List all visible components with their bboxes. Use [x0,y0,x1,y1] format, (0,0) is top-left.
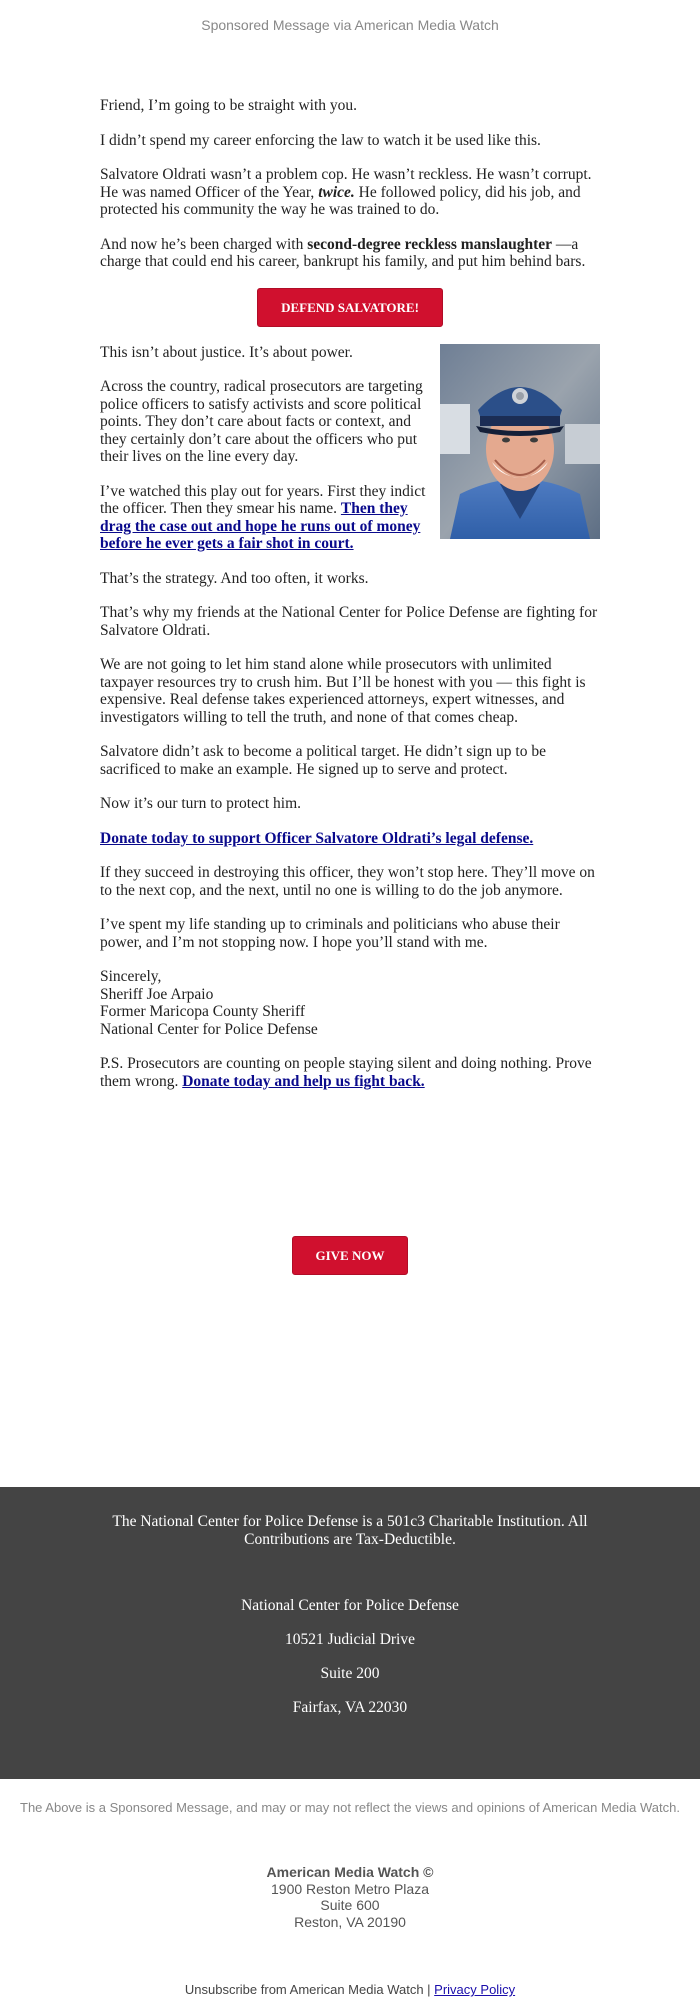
paragraph: Salvatore didn’t ask to become a political target. He didn’t sign up to be sacrificed to make an example. He signed up to serve and protect. [100,743,546,778]
amw-name: American Media Watch © [266,1864,434,1880]
paragraph: Now it’s our turn to protect him. [100,795,302,812]
paragraph: I’ve spent my life standing up to criminals and politicians who abuse their power, and I’m not stopping now. I hope you’ll stand with me. [100,916,560,951]
give-now-button[interactable]: GIVE NOW [292,1236,408,1275]
paragraph: Across the country, radical prosecutors are targeting police officers to satisfy activists and score political points. They don’t care about facts or context, and they certainly don’t care about the officers who put their lives on the line every day. [100,378,423,465]
sponsor-disclaimer: The Above is a Sponsored Message, and may or may not reflect the views and opinions of American Media Watch. [20,1800,680,1815]
org-city: Fairfax, VA 22030 [292,1699,408,1716]
amw-address [0,1864,700,1930]
officer-photo [440,344,600,539]
signer-org: National Center for Police Defense [100,1020,318,1038]
privacy-policy-link[interactable]: Privacy Policy [434,1982,516,1997]
paragraph: And now he’s been charged with second-degree reckless manslaughter —a charge that could end his career, bankrupt his family, and put him behind bars. [100,235,586,270]
letter-body [100,97,600,1107]
paragraph: I’ve watched this play out for years. First they indict the officer. Then they smear his name. Then they drag the case out and hope he runs out of money before he ever gets a fair shot in court. [100,482,426,552]
court-fight-link[interactable]: Then they drag the case out and hope he runs out of money before he ever gets a fair shot in court. [100,500,421,552]
signer-name: Sheriff Joe Arpaio [100,985,214,1003]
defend-salvatore-button[interactable]: DEFEND SALVATORE! [257,288,443,327]
paragraph: Salvatore Oldrati wasn’t a problem cop. He wasn’t reckless. He wasn’t corrupt. He was named Officer of the Year, twice. He followed policy, did his job, and protected his community the way he was trained to do. [100,166,592,218]
signature-block [100,968,600,1038]
ps-donate-link[interactable]: Donate today and help us fight back. [182,1072,425,1090]
greeting: Friend, I’m going to be straight with you. [100,97,358,114]
donate-link[interactable]: Donate today to support Officer Salvatore Oldrati’s legal defense. [100,829,534,847]
charity-note: The National Center for Police Defense is a 501c3 Charitable Institution. All Contributions are Tax-Deductible. [112,1513,588,1548]
org-suite: Suite 200 [320,1665,380,1682]
org-street: 10521 Judicial Drive [284,1631,415,1648]
unsubscribe-link[interactable]: Unsubscribe from American Media Watch [184,1982,424,1997]
paragraph: That’s the strategy. And too often, it works. [100,569,369,587]
org-name: National Center for Police Defense [241,1597,459,1614]
link-separator: | [423,1982,435,1997]
paragraph [100,830,600,848]
sponsor-header: Sponsored Message via American Media Watch [201,17,499,33]
paragraph: I didn’t spend my career enforcing the law to watch it be used like this. [100,131,541,149]
amw-street: 1900 Reston Metro Plaza [271,1880,429,1897]
paragraph: This isn’t about justice. It’s about power. [100,343,353,361]
paragraph: That’s why my friends at the National Center for Police Defense are fighting for Salvatore Oldrati. [100,604,598,639]
postscript: P.S. Prosecutors are counting on people staying silent and doing nothing. Prove them wrong. Donate today and help us fight back. [100,1055,592,1090]
amw-suite: Suite 600 [320,1897,380,1913]
emphasis-text: twice. [318,183,355,201]
bottom-links [0,1982,700,1997]
give-now-section [0,1236,700,1275]
paragraph: We are not going to let him stand alone while prosecutors with unlimited taxpayer resources try to crush him. But I’ll be honest with you — this fight is expensive. Real defense takes experienced attorneys, expert witnesses, and investigators willing to tell the truth, and none of that comes cheap. [100,656,586,726]
paragraph: If they succeed in destroying this officer, they won’t stop here. They’ll move on to the next cop, and the next, until no one is willing to do the job anymore. [100,864,595,899]
amw-city: Reston, VA 20190 [294,1913,406,1930]
charge-text: second-degree reckless manslaughter [307,235,553,253]
sign-off: Sincerely, [100,968,162,985]
signer-title: Former Maricopa County Sheriff [100,1003,306,1020]
org-address [0,1597,700,1733]
org-footer [0,1487,700,1779]
